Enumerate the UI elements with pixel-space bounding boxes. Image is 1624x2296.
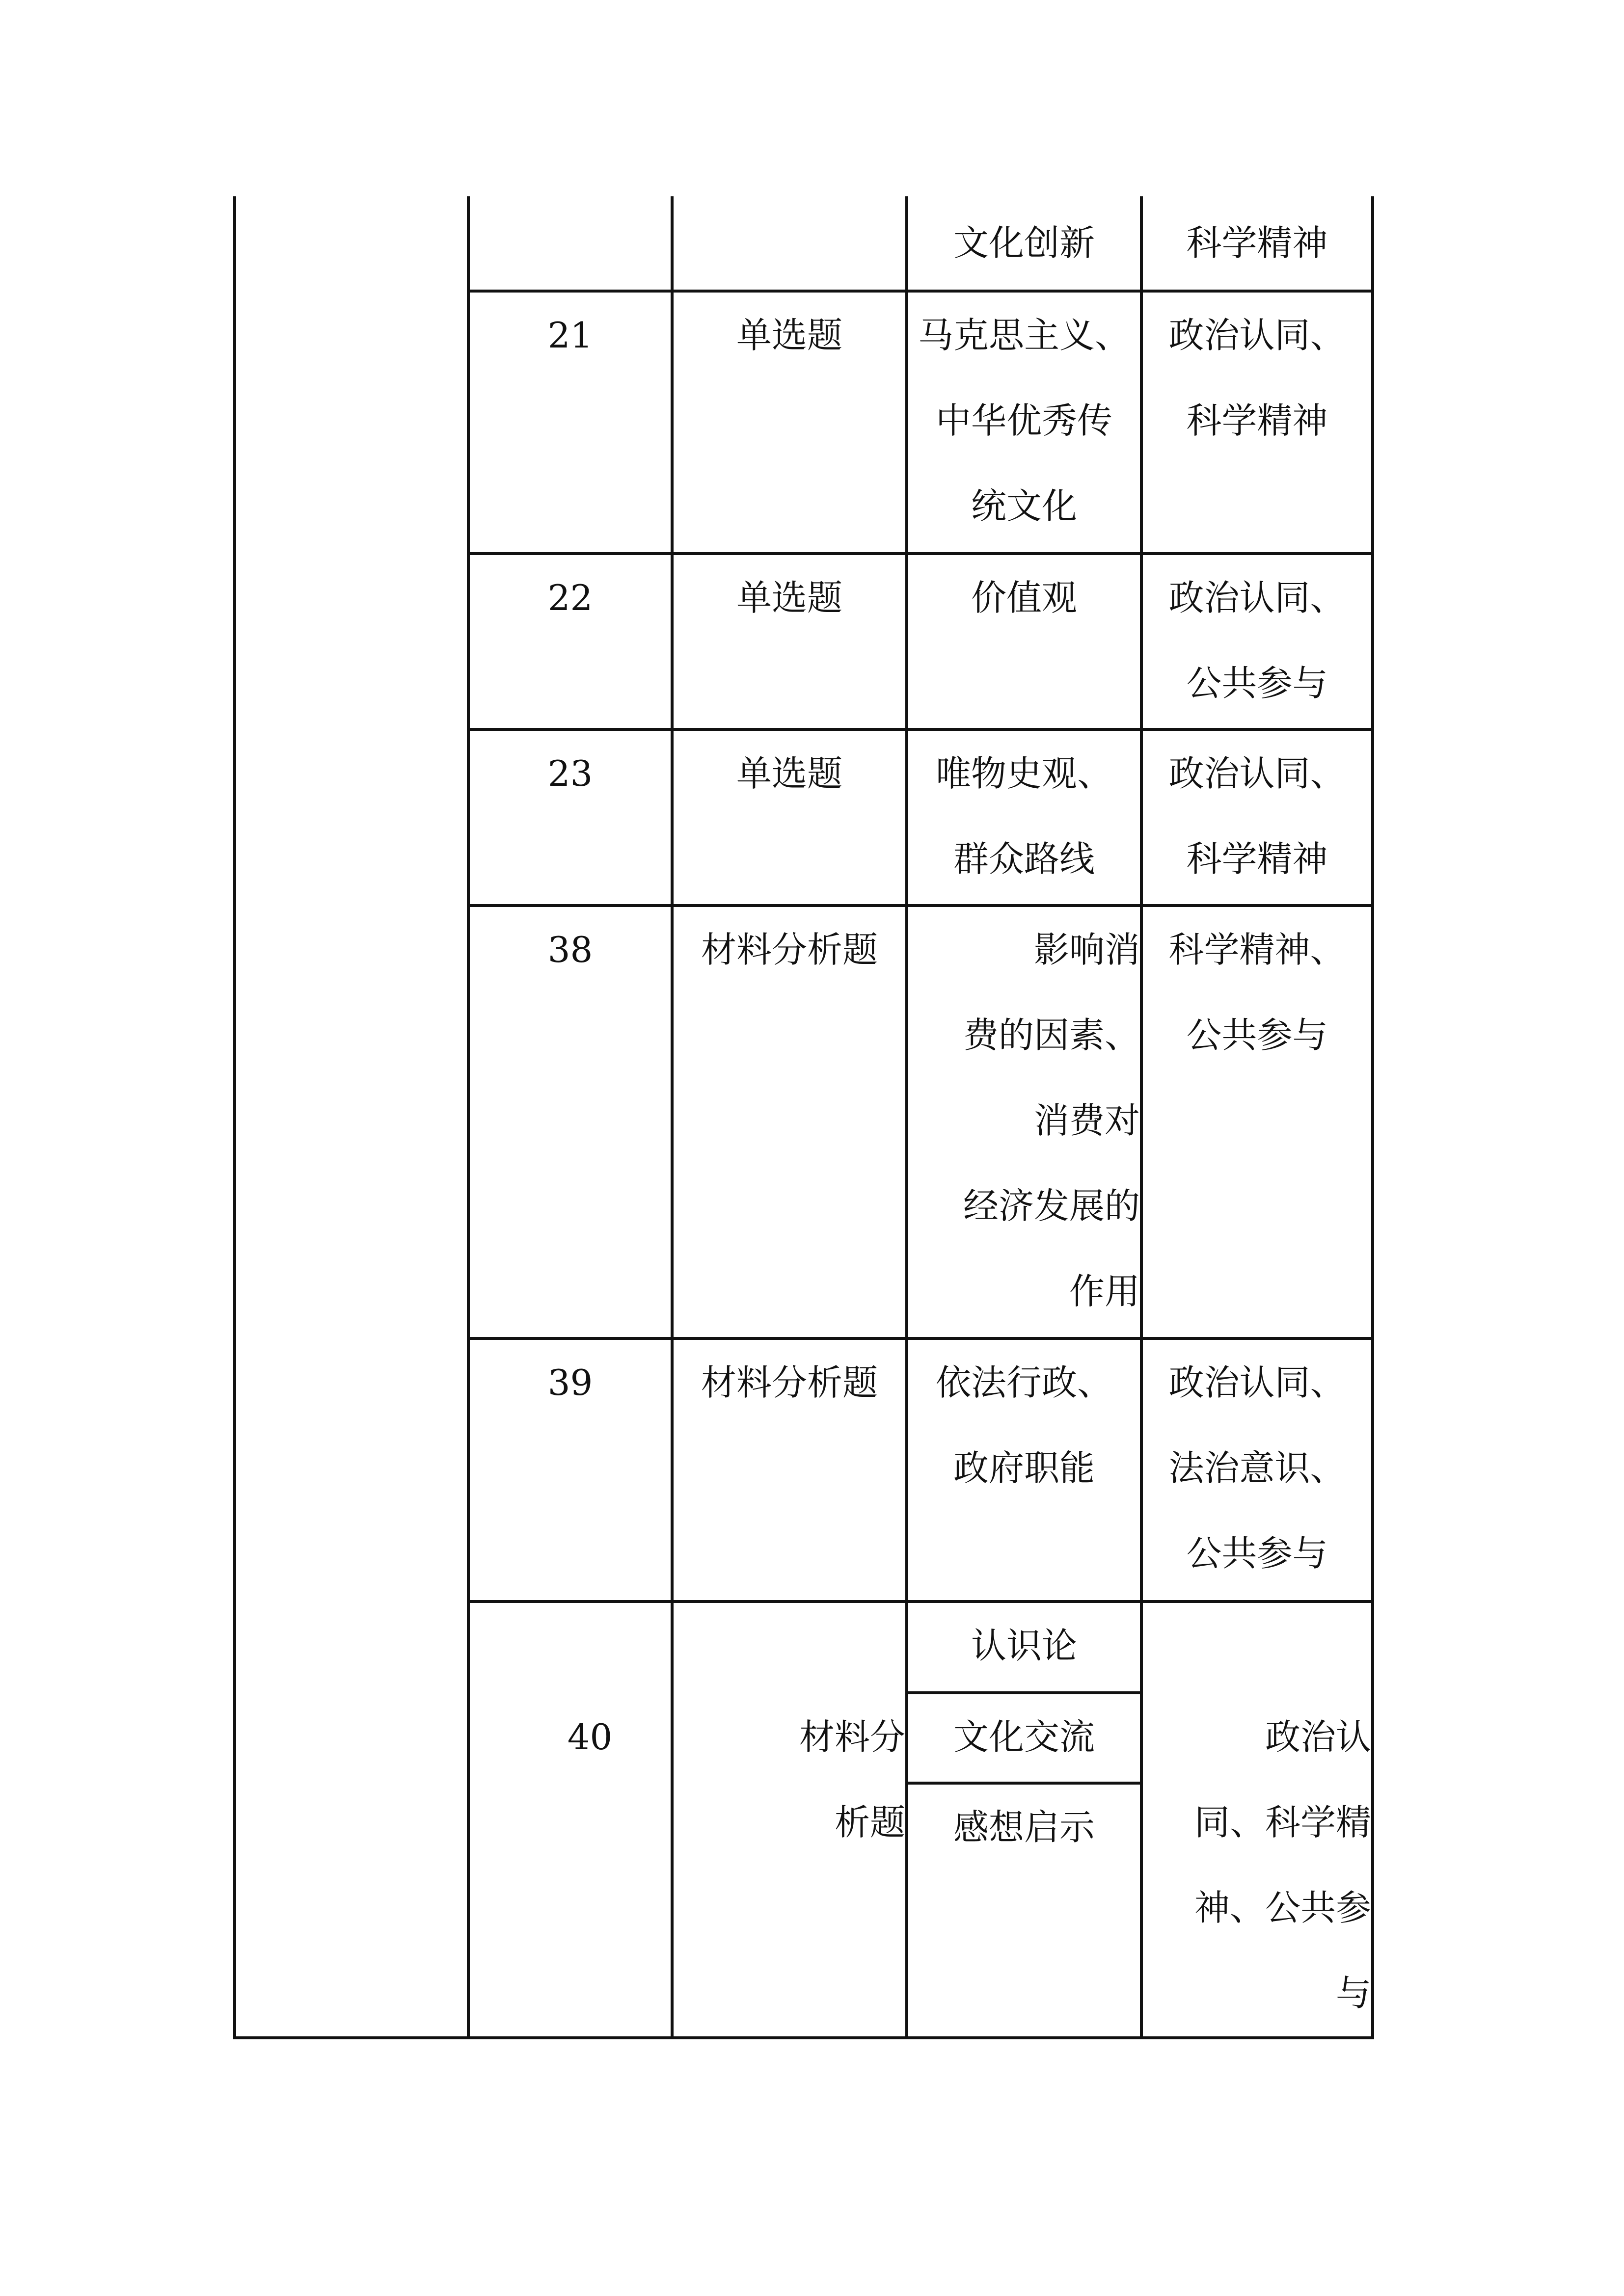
table-border-left — [233, 196, 236, 2039]
question-type-cell: 材料分析题 — [701, 1362, 878, 1403]
knowledge-cell: 马克思主义、 中华优秀传 统文化 — [918, 315, 1130, 527]
literacy-cell: 政治认同、 科学精神 — [1168, 753, 1346, 880]
question-type-cell: 单选题 — [736, 315, 842, 356]
question-number-cell: 23 — [547, 753, 593, 794]
question-type-cell: 材料分 析题 — [799, 1716, 905, 1843]
table-border-right — [1371, 196, 1374, 2039]
literacy-cell: 政治认同、 科学精神 — [1168, 315, 1346, 441]
question-type-cell: 材料分析题 — [701, 929, 878, 970]
exam-analysis-table — [233, 196, 1374, 2039]
knowledge-cell: 影响消 费的因素、 消费对 经济发展的 作用 — [963, 929, 1140, 1312]
question-type-cell: 单选题 — [736, 577, 842, 618]
table-border-bottom — [233, 2036, 1374, 2039]
literacy-cell: 政治认同、 法治意识、 公共参与 — [1168, 1362, 1346, 1574]
knowledge-sub-cell: 认识论 — [971, 1625, 1077, 1666]
knowledge-cell: 价值观 — [971, 577, 1077, 618]
literacy-cell: 政治认同、 公共参与 — [1168, 577, 1346, 704]
question-number-cell: 38 — [547, 929, 593, 970]
literacy-cell: 科学精神 — [1186, 222, 1328, 264]
knowledge-cell: 唯物史观、 群众路线 — [935, 753, 1112, 880]
question-number-cell: 39 — [547, 1362, 593, 1403]
question-number-cell: 21 — [547, 315, 593, 356]
knowledge-cell: 依法行政、 政府职能 — [935, 1362, 1112, 1489]
question-type-cell: 单选题 — [736, 753, 842, 794]
literacy-cell: 政治认 同、科学精 神、公共参 与 — [1194, 1716, 1371, 2014]
knowledge-sub-cell: 感想启示 — [953, 1807, 1095, 1848]
question-number-cell: 22 — [547, 577, 593, 618]
question-number-cell: 40 — [567, 1716, 613, 1758]
knowledge-cell: 文化创新 — [953, 222, 1095, 264]
knowledge-sub-cell: 文化交流 — [953, 1716, 1095, 1758]
literacy-cell: 科学精神、 公共参与 — [1168, 929, 1346, 1056]
